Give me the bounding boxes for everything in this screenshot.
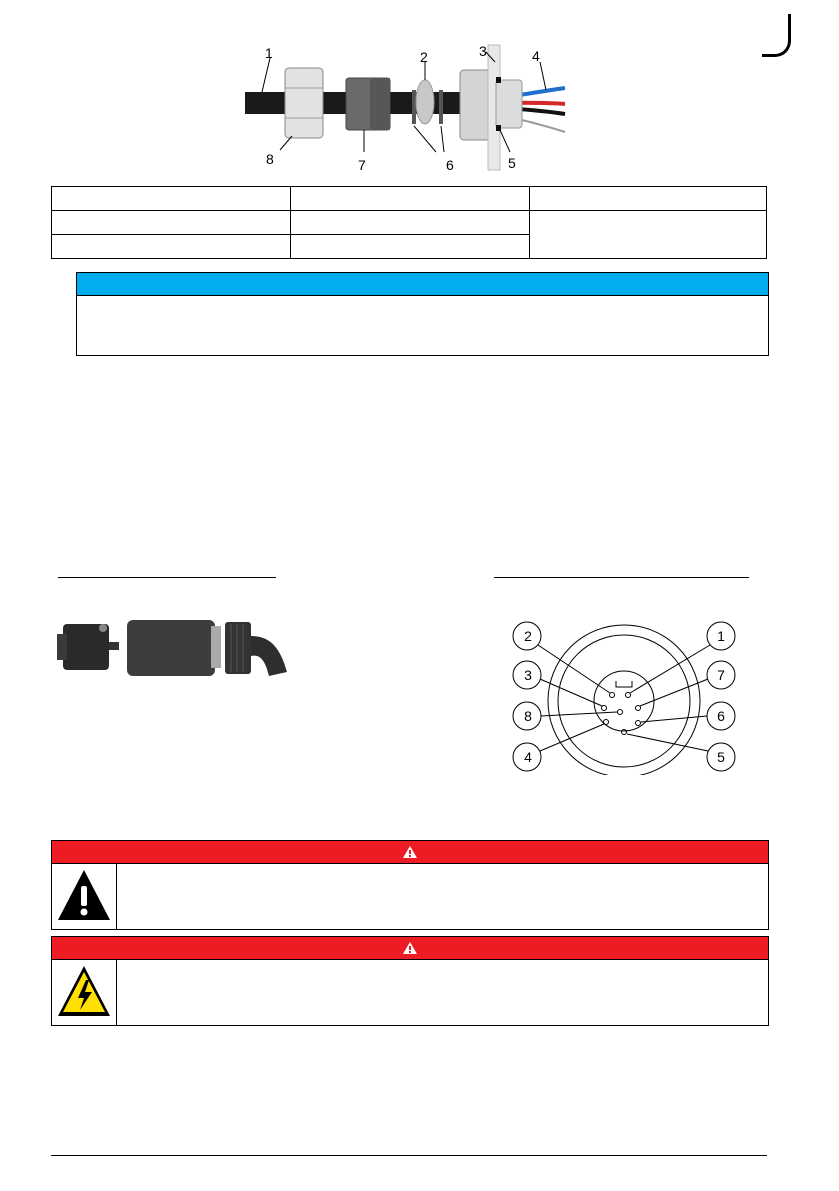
callout-6: 6 (446, 157, 454, 173)
table-row (52, 187, 767, 211)
warning-header-bar (52, 937, 768, 960)
pin-6 (636, 721, 641, 726)
pin-1 (626, 693, 631, 698)
pin-callout-8: 8 (524, 708, 532, 724)
parts-table (51, 186, 767, 259)
warning-box (51, 840, 769, 930)
pin-3 (602, 706, 607, 711)
pin-2 (610, 693, 615, 698)
warning-triangle-icon (402, 845, 418, 859)
warning-icon-cell (52, 864, 117, 929)
connector-assembly-figure (55, 612, 295, 680)
pin-callout-5: 5 (717, 749, 725, 765)
table-cell (291, 235, 530, 259)
pin-8 (618, 710, 623, 715)
callout-2: 2 (420, 49, 428, 65)
pin-callout-2: 2 (524, 628, 532, 644)
callout-7: 7 (358, 157, 366, 173)
warning-header-bar (52, 841, 768, 864)
callout-3: 3 (479, 43, 487, 59)
washer (412, 90, 416, 124)
notice-header-bar (77, 273, 768, 296)
pin-7 (636, 706, 641, 711)
washer (439, 90, 443, 124)
callout-5: 5 (508, 155, 516, 171)
o-ring (496, 77, 501, 83)
threaded-nut (225, 622, 251, 674)
footer-rule (51, 1155, 767, 1156)
pin-4 (604, 720, 609, 725)
table-cell (52, 211, 291, 235)
callout-1: 1 (265, 45, 273, 61)
pin-callout-1: 1 (717, 628, 725, 644)
pin-callout-3: 3 (524, 667, 532, 683)
pinout-diagram (500, 615, 770, 775)
table-cell (530, 211, 767, 259)
table-cell (291, 187, 530, 211)
table-cell (530, 187, 767, 211)
pin-5 (622, 730, 627, 735)
crop-mark (762, 14, 791, 57)
electrical-warning-box (51, 936, 769, 1026)
pin-callout-6: 6 (717, 708, 725, 724)
cap-nut (285, 68, 323, 138)
cable-gland-figure (240, 40, 580, 175)
callout-8: 8 (266, 151, 274, 167)
exclamation-warning-icon (52, 864, 116, 928)
connector-sleeve (127, 620, 215, 676)
figure-caption-rule (58, 577, 276, 578)
warning-triangle-icon (402, 941, 418, 955)
table-cell (52, 235, 291, 259)
connector-cable (251, 636, 287, 676)
pin-callout-7: 7 (717, 667, 725, 683)
sealing-plug (416, 80, 434, 124)
table-row (52, 211, 767, 235)
pin-callout-4: 4 (524, 749, 532, 765)
callout-4: 4 (532, 48, 540, 64)
connector-outer-ring (548, 625, 700, 775)
table-cell (52, 187, 291, 211)
electrical-hazard-icon (52, 960, 116, 1024)
table-cell (291, 211, 530, 235)
warning-icon-cell (52, 960, 117, 1025)
figure-caption-rule (494, 577, 749, 578)
notice-box (76, 272, 769, 356)
